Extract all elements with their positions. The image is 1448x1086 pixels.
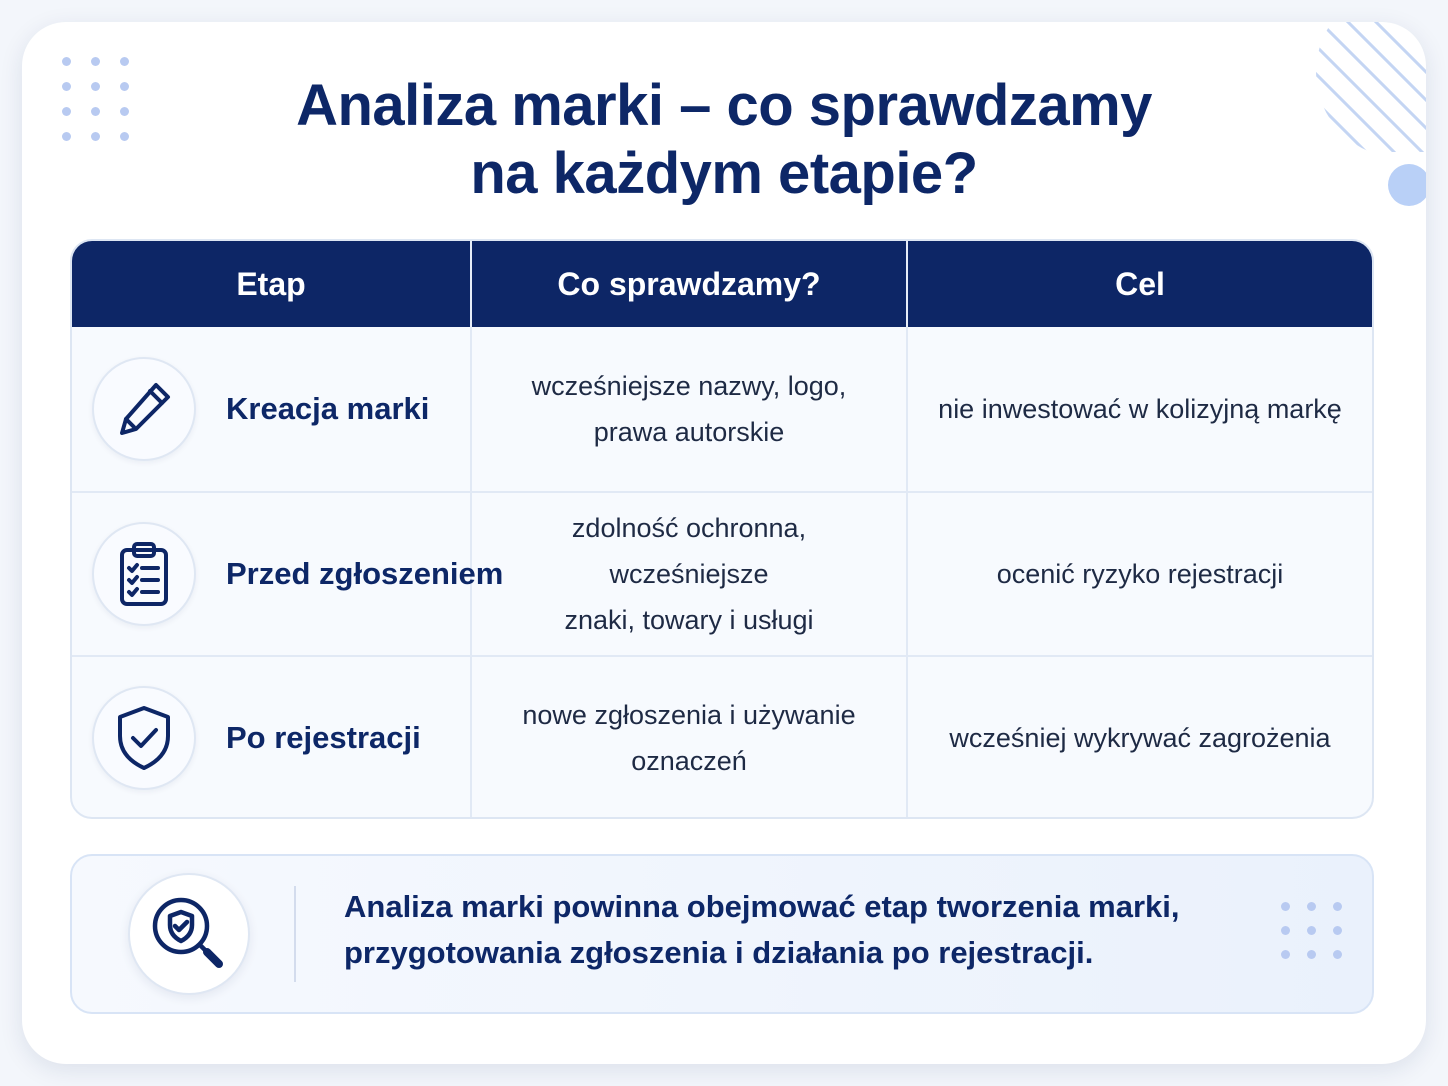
summary-note	[70, 854, 1374, 1014]
check-cell	[472, 657, 908, 819]
summary-line-1: Analiza marki powinna obejmować etap tworzenia marki,	[344, 889, 1180, 924]
infographic-card	[22, 22, 1426, 1064]
table-row	[72, 655, 1372, 819]
title-line-2: na każdym etapie?	[470, 141, 978, 206]
check-line: prawa autorskie	[593, 417, 785, 447]
stage-cell	[72, 493, 504, 655]
summary-line-2: przygotowania zgłoszenia i działania po rejestracji.	[344, 935, 1094, 970]
clipboard-checklist-icon	[92, 522, 196, 626]
stage-label: Przed zgłoszeniem	[226, 556, 504, 591]
summary-text	[344, 884, 1244, 976]
table-row	[72, 491, 1372, 655]
note-divider	[294, 886, 296, 982]
title-line-1: Analiza marki – co sprawdzamy	[296, 73, 1152, 138]
page-title	[22, 72, 1426, 208]
header-check: Co sprawdzamy?	[472, 241, 908, 327]
stage-cell	[72, 327, 472, 491]
analysis-table	[70, 239, 1374, 819]
goal-cell: wcześniej wykrywać zagrożenia	[949, 723, 1331, 753]
check-line: wcześniejsze nazwy, logo,	[531, 371, 847, 401]
header-goal: Cel	[1115, 265, 1165, 302]
pencil-icon	[92, 357, 196, 461]
stage-cell	[72, 657, 472, 819]
table-row	[72, 327, 1372, 491]
goal-cell: ocenić ryzyko rejestracji	[996, 559, 1284, 589]
check-line: oznaczeń	[631, 746, 747, 776]
goal-cell: nie inwestować w kolizyjną markę	[938, 394, 1342, 424]
check-line: zdolność ochronna, wcześniejsze	[571, 513, 807, 589]
check-cell	[472, 327, 908, 491]
check-cell	[472, 493, 908, 655]
header-stage: Etap	[72, 241, 472, 327]
check-line: nowe zgłoszenia i używanie	[522, 700, 856, 730]
shield-magnifier-icon	[128, 873, 250, 995]
table-header	[72, 241, 1372, 327]
stage-label: Kreacja marki	[226, 391, 430, 426]
shield-check-icon	[92, 686, 196, 790]
check-line: znaki, towary i usługi	[564, 605, 814, 635]
decorative-dots-bottom-right	[1281, 902, 1342, 959]
stage-label: Po rejestracji	[226, 720, 421, 755]
